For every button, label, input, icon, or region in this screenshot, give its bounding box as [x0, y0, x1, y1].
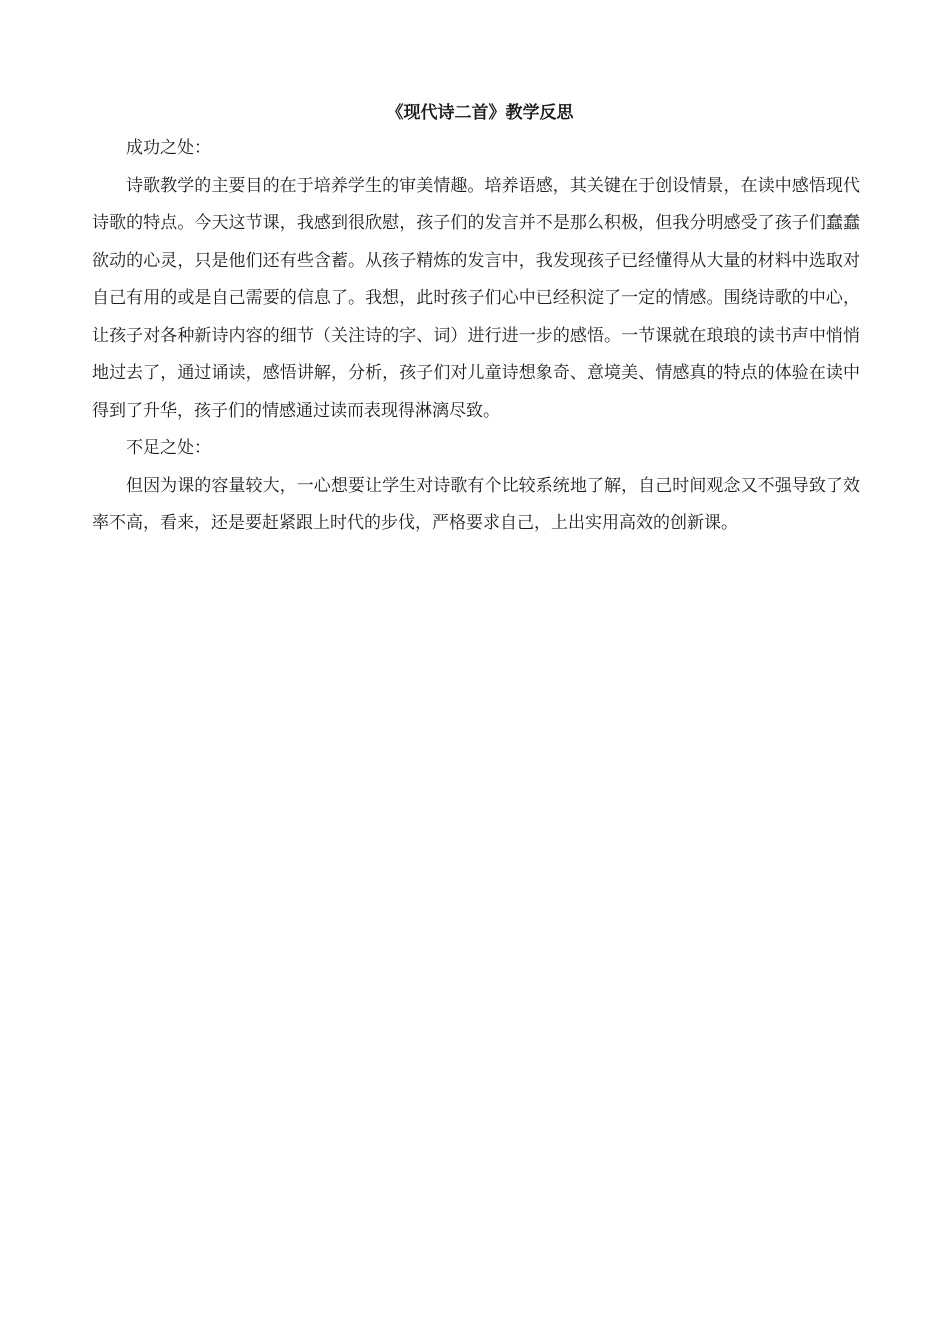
shortcoming-heading: 不足之处：: [126, 438, 211, 458]
success-paragraph: 诗歌教学的主要目的在于培养学生的审美情趣。培养语感，其关键在于创设情景，在读中感悟现代诗歌的特点。今天这节课，我感到很欣慰，孩子们的发言并不是那么积极，但我分明感受了孩子们蠢蠢欲动的心灵，只是他们还有些含蓄。从孩子精炼的发言中，我发现孩子已经懂得从大量的材料中选取对自己有用的或是自己需要的信息了。我想，此时孩子们心中已经积淀了一定的情感。围绕诗歌的中心，让孩子对各种新诗内容的细节（关注诗的字、词）进行进一步的感悟。一节课就在琅琅的读书声中悄悄地过去了，通过诵读，感悟讲解，分析，孩子们对儿童诗想象奇、意境美、情感真的特点的体验在读中得到了升华，孩子们的情感通过读而表现得淋漓尽致。: [92, 175, 860, 421]
success-heading: 成功之处：: [126, 138, 211, 158]
document-page: [92, 96, 860, 543]
shortcoming-paragraph: 但因为课的容量较大，一心想要让学生对诗歌有个比较系统地了解，自己时间观念又不强导致了效率不高，看来，还是要赶紧跟上时代的步伐，严格要求自己，上出实用高效的创新课。: [92, 475, 860, 533]
document-title: 《现代诗二首》教学反思: [386, 103, 574, 123]
